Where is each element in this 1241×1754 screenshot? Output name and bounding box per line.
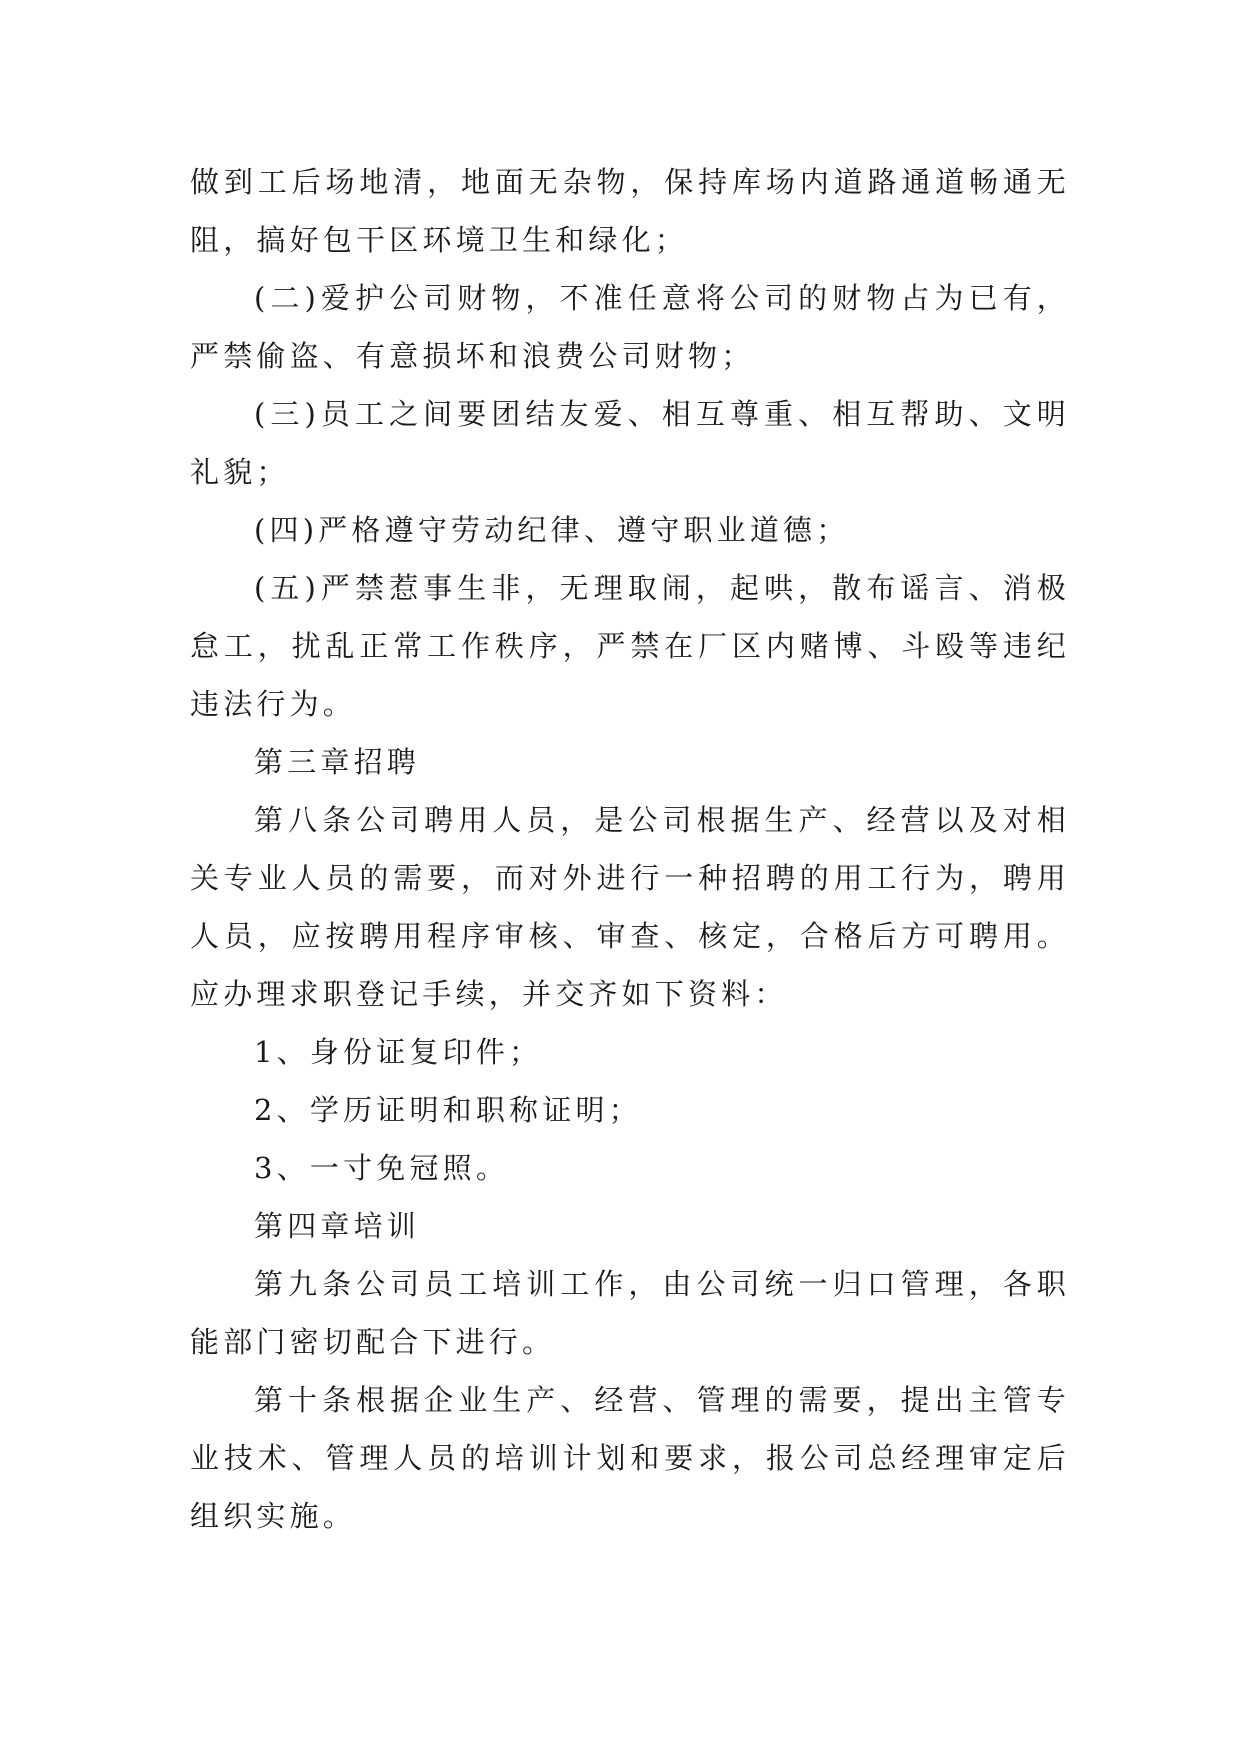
list-item-1: 1、身份证复印件； xyxy=(254,1035,543,1069)
paragraph-item-3: (三)员工之间要团结友爱、相互尊重、相互帮助、文明礼貌； xyxy=(190,397,1070,489)
paragraph-item-2: (二)爱护公司财物，不准任意将公司的财物占为已有，严禁偷盗、有意损坏和浪费公司财物； xyxy=(190,281,1070,373)
article-9: 第九条公司员工培训工作，由公司统一归口管理，各职能部门密切配合下进行。 xyxy=(190,1267,1070,1359)
paragraph-item-5: (五)严禁惹事生非，无理取闹，起哄，散布谣言、消极怠工，扰乱正常工作秩序，严禁在厂区内赌博、斗殴等违纪违法行为。 xyxy=(190,571,1070,721)
list-item-2: 2、学历证明和职称证明； xyxy=(254,1093,642,1127)
document-body xyxy=(190,153,1070,1545)
article-8: 第八条公司聘用人员，是公司根据生产、经营以及对相关专业人员的需要，而对外进行一种招聘的用工行为，聘用人员，应按聘用程序审核、审查、核定，合格后方可聘用。应办理求职登记手续，并交齐如下资料： xyxy=(190,803,1070,1011)
list-item-3: 3、一寸免冠照。 xyxy=(254,1151,510,1185)
chapter-heading-4: 第四章培训 xyxy=(254,1209,421,1243)
chapter-heading-3: 第三章招聘 xyxy=(254,745,421,779)
article-10: 第十条根据企业生产、经营、管理的需要，提出主管专业技术、管理人员的培训计划和要求，报公司总经理审定后组织实施。 xyxy=(190,1383,1070,1533)
paragraph-continuation: 做到工后场地清，地面无杂物，保持库场内道路通道畅通无阻，搞好包干区环境卫生和绿化； xyxy=(190,165,1070,257)
paragraph-item-4: (四)严格遵守劳动纪律、遵守职业道德； xyxy=(254,513,850,547)
